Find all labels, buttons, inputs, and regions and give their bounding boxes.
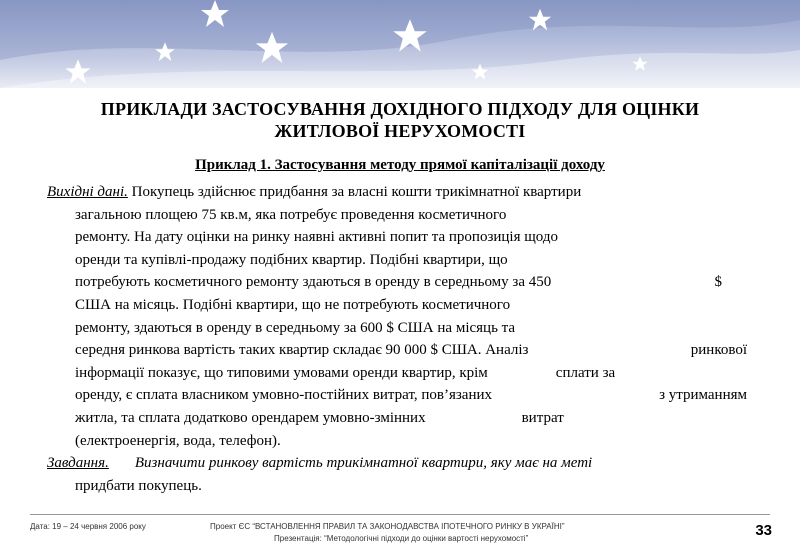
- footer-divider: [30, 514, 770, 515]
- page-number: 33: [755, 522, 772, 539]
- footer-presentation: Презентація: “Методологічні підходи до оцінки вартості нерухомості”: [274, 534, 529, 543]
- example-subtitle: Приклад 1. Застосування методу прямої капіталізації доходу: [195, 157, 605, 173]
- title-line-2: ЖИТЛОВОЇ НЕРУХОМОСТІ: [274, 121, 526, 141]
- body-line: потребують косметичного ремонту здаються в оренду в середньому за 450 $: [75, 274, 722, 291]
- body-line: ремонту. На дату оцінки на ринку наявні активні попит та пропозиція щодо: [75, 229, 558, 246]
- body-line: ремонту, здаються в оренду в середньому за 600 $ США на місяць та: [75, 319, 516, 336]
- task-line: [47, 452, 747, 475]
- body-line: США на місяць. Подібні квартири, що не потребують косметичного: [75, 296, 511, 313]
- task-label: Завдання.: [47, 455, 109, 472]
- body-line: загальною площею 75 кв.м, яка потребує проведення косметичного: [75, 206, 507, 223]
- page-title: [30, 98, 770, 142]
- task-line: придбати покупець.: [75, 477, 202, 494]
- eu-flag-banner: [0, 0, 800, 88]
- footer-project: [210, 521, 710, 545]
- body-line: середня ринкова вартість таких квартир складає 90 000 $ США. Аналіз ринкової: [75, 342, 747, 359]
- task-text: Визначити ринкову вартість трикімнатної квартири, яку має на меті: [134, 455, 593, 472]
- body-line: оренди та купівлі-продажу подібних квартир. Подібні квартири, що: [75, 251, 508, 268]
- body-line: оренду, є сплата власником умовно-постійних витрат, пов’язаних з утриманням: [75, 387, 747, 404]
- footer-project-title: Проект ЄС “ВСТАНОВЛЕННЯ ПРАВИЛ ТА ЗАКОНОДАВСТВА ІПОТЕЧНОГО РИНКУ В УКРАЇНІ”: [210, 522, 565, 531]
- body-line: інформації показує, що типовими умовами оренди квартир, крім сплати за: [75, 364, 616, 381]
- intro-label: Вихідні дані.: [47, 184, 128, 200]
- title-line-1: ПРИКЛАДИ ЗАСТОСУВАННЯ ДОХІДНОГО ПІДХОДУ ДЛЯ ОЦІНКИ: [100, 99, 700, 119]
- body-line: Вихідні дані. Покупець здійснює придбання за власні кошти трикімнатної квартири: [47, 181, 747, 204]
- eu-stars-graphic: [0, 0, 800, 88]
- example-body: [47, 181, 747, 497]
- body-line: (електроенергія, вода, телефон).: [75, 432, 281, 449]
- body-line: житла, та сплата додатково орендарем умовно-змінних витрат: [75, 409, 564, 426]
- footer-date: Дата: 19 – 24 червня 2006 року: [30, 522, 146, 531]
